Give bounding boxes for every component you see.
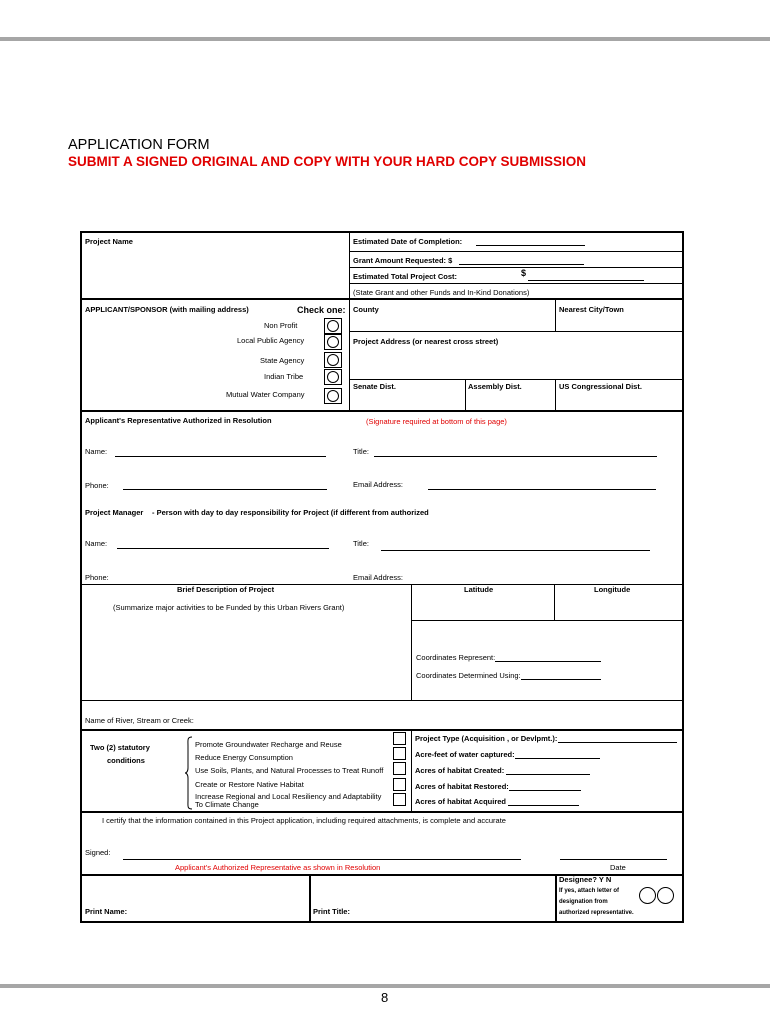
assembly-label: Assembly Dist. bbox=[468, 382, 522, 391]
condition-item: Promote Groundwater Recharge and Reuse bbox=[195, 740, 342, 749]
project-address-label: Project Address (or nearest cross street) bbox=[353, 337, 499, 346]
mgr-title-label: Title: bbox=[353, 539, 369, 548]
coords-represent-field[interactable] bbox=[495, 661, 601, 662]
option-tribe-checkbox[interactable] bbox=[324, 369, 342, 385]
designee-yes-radio[interactable] bbox=[639, 887, 656, 904]
option-label-state: State Agency bbox=[260, 356, 305, 365]
designee-note-1: If yes, attach letter of bbox=[559, 888, 620, 894]
nearest-city-label: Nearest City/Town bbox=[559, 305, 624, 314]
option-label-tribe: Indian Tribe bbox=[264, 372, 304, 381]
designee-no-radio[interactable] bbox=[657, 887, 674, 904]
mgr-email-label: Email Address: bbox=[353, 573, 404, 582]
condition-checkbox-4[interactable] bbox=[393, 778, 406, 791]
rep-phone-field[interactable] bbox=[123, 489, 327, 490]
condition-checkbox-1[interactable] bbox=[393, 732, 406, 745]
acres-acquired-field[interactable] bbox=[508, 805, 579, 806]
conditions-brace-icon bbox=[184, 736, 194, 810]
grant-amount-label: Grant Amount Requested: $ bbox=[353, 256, 453, 265]
grant-amount-field[interactable] bbox=[459, 264, 584, 265]
signature-note: (Signature required at bottom of this page) bbox=[366, 417, 507, 426]
condition-item: Increase Regional and Local Resiliency and Adaptability bbox=[195, 792, 382, 801]
condition-item: Use Soils, Plants, and Natural Processes to Treat Runoff bbox=[195, 766, 384, 775]
date-field[interactable] bbox=[560, 859, 667, 860]
designee-note-3: authorized representative. bbox=[559, 910, 634, 916]
project-name-label: Project Name bbox=[85, 237, 133, 246]
description-note: (Summarize major activities to be Funded by this Urban Rivers Grant) bbox=[113, 603, 345, 612]
condition-checkbox-5[interactable] bbox=[393, 793, 406, 806]
acres-created-label: Acres of habitat Created: bbox=[415, 766, 505, 775]
rep-name-label: Name: bbox=[85, 447, 108, 456]
total-cost-field[interactable] bbox=[528, 280, 644, 281]
option-label-local: Local Public Agency bbox=[237, 336, 305, 345]
completion-date-field[interactable] bbox=[476, 245, 585, 246]
description-label: Brief Description of Project bbox=[177, 585, 275, 594]
coords-determined-label: Coordinates Determined Using: bbox=[416, 671, 521, 680]
condition-item: Create or Restore Native Habitat bbox=[195, 780, 304, 789]
mgr-phone-label: Phone: bbox=[85, 573, 109, 582]
condition-checkbox-2[interactable] bbox=[393, 747, 406, 760]
project-type-field[interactable] bbox=[558, 742, 677, 743]
signature-field[interactable] bbox=[123, 859, 521, 860]
date-label: Date bbox=[610, 863, 626, 872]
river-label: Name of River, Stream or Creek: bbox=[85, 716, 194, 725]
acres-restored-label: Acres of habitat Restored: bbox=[415, 782, 509, 791]
designee-label: Designee? Y N bbox=[559, 875, 612, 884]
funds-note: (State Grant and other Funds and In-Kind Donations) bbox=[353, 288, 530, 297]
conditions-label-2: conditions bbox=[107, 756, 145, 765]
option-water-checkbox[interactable] bbox=[324, 388, 342, 404]
rep-title-field[interactable] bbox=[374, 456, 657, 457]
rep-title-label: Title: bbox=[353, 447, 369, 456]
total-cost-label: Estimated Total Project Cost: bbox=[353, 272, 458, 281]
option-nonprofit-checkbox[interactable] bbox=[324, 318, 342, 334]
bottom-rule bbox=[0, 984, 770, 988]
page-subtitle: SUBMIT A SIGNED ORIGINAL AND COPY WITH YOUR HARD COPY SUBMISSION bbox=[68, 154, 587, 169]
option-label-nonprofit: Non Profit bbox=[264, 321, 298, 330]
project-type-label: Project Type (Acquisition , or Devlpmt.): bbox=[415, 734, 558, 743]
rep-email-label: Email Address: bbox=[353, 480, 404, 489]
condition-item: To Climate Change bbox=[195, 800, 259, 809]
manager-label: Project Manager bbox=[85, 508, 144, 517]
manager-desc: - Person with day to day responsibility for Project (if different from authorized bbox=[152, 508, 429, 517]
conditions-label-1: Two (2) statutory bbox=[90, 743, 150, 752]
coords-represent-label: Coordinates Represent: bbox=[416, 653, 496, 662]
coords-determined-field[interactable] bbox=[521, 679, 601, 680]
mgr-title-field[interactable] bbox=[381, 550, 650, 551]
option-label-water: Mutual Water Company bbox=[226, 390, 305, 399]
completion-date-label: Estimated Date of Completion: bbox=[353, 237, 463, 246]
senate-label: Senate Dist. bbox=[353, 382, 396, 391]
mgr-name-label: Name: bbox=[85, 539, 108, 548]
print-name-label: Print Name: bbox=[85, 907, 128, 916]
latitude-label: Latitude bbox=[464, 585, 494, 594]
dollar-sign: $ bbox=[521, 268, 527, 278]
top-rule bbox=[0, 37, 770, 41]
condition-checkbox-3[interactable] bbox=[393, 762, 406, 775]
acres-acquired-label: Acres of habitat Acquired bbox=[415, 797, 506, 806]
page-title: APPLICATION FORM bbox=[68, 137, 210, 153]
congress-label: US Congressional Dist. bbox=[559, 382, 642, 391]
acre-feet-label: Acre-feet of water captured: bbox=[415, 750, 515, 759]
acre-feet-field[interactable] bbox=[515, 758, 600, 759]
county-label: County bbox=[353, 305, 379, 314]
rep-email-field[interactable] bbox=[428, 489, 656, 490]
page-number: 8 bbox=[381, 990, 389, 1005]
option-state-checkbox[interactable] bbox=[324, 352, 342, 368]
mgr-name-field[interactable] bbox=[117, 548, 329, 549]
signed-label: Signed: bbox=[85, 848, 111, 857]
print-title-label: Print Title: bbox=[313, 907, 350, 916]
condition-item: Reduce Energy Consumption bbox=[195, 753, 293, 762]
option-local-checkbox[interactable] bbox=[324, 334, 342, 350]
check-one-label: Check one: bbox=[297, 305, 346, 315]
acres-restored-field[interactable] bbox=[509, 790, 581, 791]
rep-name-field[interactable] bbox=[115, 456, 326, 457]
designee-note-2: designation from bbox=[559, 899, 608, 905]
acres-created-field[interactable] bbox=[506, 774, 590, 775]
representative-label: Applicant's Representative Authorized in Resolution bbox=[85, 416, 272, 425]
signature-field-note: Applicant's Authorized Representative as shown in Resolution bbox=[175, 863, 381, 872]
rep-phone-label: Phone: bbox=[85, 481, 109, 490]
applicant-label: APPLICANT/SPONSOR (with mailing address) bbox=[85, 305, 249, 314]
certify-text: I certify that the information contained in this Project application, including required attachments, is complete and accurate bbox=[102, 816, 506, 825]
longitude-label: Longitude bbox=[594, 585, 631, 594]
